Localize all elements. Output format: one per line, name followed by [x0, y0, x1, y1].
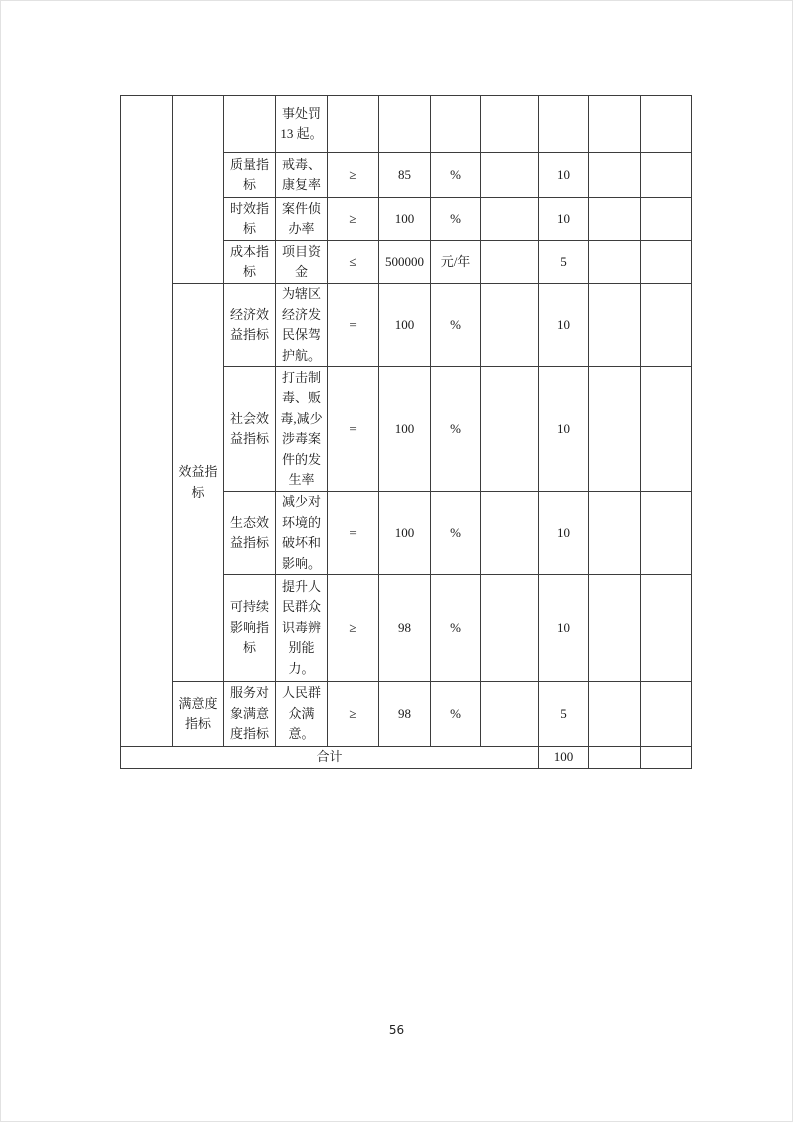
- score-cell: 10: [539, 198, 589, 241]
- extra-cell-2: [641, 284, 692, 367]
- table-row-economic-benefit: [121, 284, 692, 367]
- extra-cell-1: [589, 284, 641, 367]
- operator-cell: ≥: [328, 153, 379, 198]
- score-cell: 5: [539, 241, 589, 284]
- level3-indicator-cell: 时效指标: [224, 198, 276, 241]
- unit-cell: %: [431, 153, 481, 198]
- weight-cell: [481, 367, 539, 492]
- target-value-cell: 98: [379, 682, 431, 747]
- level2-indicator-benefit-cell: 效益指标: [173, 284, 224, 682]
- weight-cell: [481, 575, 539, 682]
- score-cell: 10: [539, 367, 589, 492]
- extra-cell-1: [589, 153, 641, 198]
- unit-cell: %: [431, 682, 481, 747]
- level3-indicator-cell: 成本指标: [224, 241, 276, 284]
- total-score-cell: 100: [539, 747, 589, 769]
- target-value-cell: 100: [379, 198, 431, 241]
- weight-cell: [481, 198, 539, 241]
- operator-cell: ≤: [328, 241, 379, 284]
- unit-cell: %: [431, 198, 481, 241]
- indicator-desc-cell: 提升人民群众识毒辨别能力。: [276, 575, 328, 682]
- unit-cell: %: [431, 492, 481, 575]
- indicator-desc-cell: 为辖区经济发民保驾护航。: [276, 284, 328, 367]
- level3-indicator-cell: 经济效益指标: [224, 284, 276, 367]
- extra-cell-2: [641, 96, 692, 153]
- target-value-cell: 98: [379, 575, 431, 682]
- indicator-desc-cell: 案件侦办率: [276, 198, 328, 241]
- unit-cell: [431, 96, 481, 153]
- unit-cell: %: [431, 367, 481, 492]
- indicator-desc-cell: 戒毒、康复率: [276, 153, 328, 198]
- operator-cell: =: [328, 492, 379, 575]
- page-number: 56: [388, 1023, 405, 1037]
- extra-cell-2: [641, 492, 692, 575]
- table-row-total: [121, 747, 692, 769]
- extra-cell-2: [641, 682, 692, 747]
- unit-cell: 元/年: [431, 241, 481, 284]
- score-cell: [539, 96, 589, 153]
- extra-cell-2: [641, 367, 692, 492]
- level3-indicator-cell: [224, 96, 276, 153]
- table-row-satisfaction: [121, 682, 692, 747]
- level3-indicator-cell: 质量指标: [224, 153, 276, 198]
- level1-indicator-cell: [121, 96, 173, 747]
- total-label-cell: 合计: [121, 747, 539, 769]
- target-value-cell: [379, 96, 431, 153]
- extra-cell-1: [589, 367, 641, 492]
- operator-cell: ≥: [328, 682, 379, 747]
- performance-indicator-table: [120, 95, 692, 769]
- extra-cell-1: [589, 682, 641, 747]
- extra-cell-1: [589, 96, 641, 153]
- weight-cell: [481, 492, 539, 575]
- indicator-desc-cell: 减少对环境的破坏和影响。: [276, 492, 328, 575]
- extra-cell-2: [641, 241, 692, 284]
- operator-cell: ≥: [328, 575, 379, 682]
- level3-indicator-cell: 生态效益指标: [224, 492, 276, 575]
- score-cell: 10: [539, 284, 589, 367]
- operator-cell: =: [328, 367, 379, 492]
- level3-indicator-cell: 社会效益指标: [224, 367, 276, 492]
- unit-cell: %: [431, 284, 481, 367]
- target-value-cell: 100: [379, 492, 431, 575]
- extra-cell-2: [641, 153, 692, 198]
- indicator-desc-cell: 打击制毒、贩毒,减少涉毒案件的发生率: [276, 367, 328, 492]
- extra-cell-2: [641, 575, 692, 682]
- extra-cell-2: [641, 747, 692, 769]
- score-cell: 10: [539, 575, 589, 682]
- extra-cell-1: [589, 575, 641, 682]
- target-value-cell: 100: [379, 284, 431, 367]
- level3-indicator-cell: 可持续影响指标: [224, 575, 276, 682]
- level2-indicator-satisfaction-cell: 满意度指标: [173, 682, 224, 747]
- weight-cell: [481, 241, 539, 284]
- target-value-cell: 100: [379, 367, 431, 492]
- operator-cell: ≥: [328, 198, 379, 241]
- weight-cell: [481, 153, 539, 198]
- weight-cell: [481, 96, 539, 153]
- extra-cell-1: [589, 198, 641, 241]
- weight-cell: [481, 682, 539, 747]
- table-row-continuation: [121, 96, 692, 153]
- indicator-desc-cell: 项目资金: [276, 241, 328, 284]
- unit-cell: %: [431, 575, 481, 682]
- extra-cell-1: [589, 492, 641, 575]
- indicator-desc-cell: 人民群众满意。: [276, 682, 328, 747]
- level2-indicator-cell: [173, 96, 224, 284]
- score-cell: 5: [539, 682, 589, 747]
- extra-cell-2: [641, 198, 692, 241]
- indicator-desc-cell: 事处罚 13 起。: [276, 96, 328, 153]
- level3-indicator-cell: 服务对象满意度指标: [224, 682, 276, 747]
- operator-cell: [328, 96, 379, 153]
- weight-cell: [481, 284, 539, 367]
- score-cell: 10: [539, 153, 589, 198]
- operator-cell: =: [328, 284, 379, 367]
- extra-cell-1: [589, 747, 641, 769]
- score-cell: 10: [539, 492, 589, 575]
- target-value-cell: 85: [379, 153, 431, 198]
- target-value-cell: 500000: [379, 241, 431, 284]
- extra-cell-1: [589, 241, 641, 284]
